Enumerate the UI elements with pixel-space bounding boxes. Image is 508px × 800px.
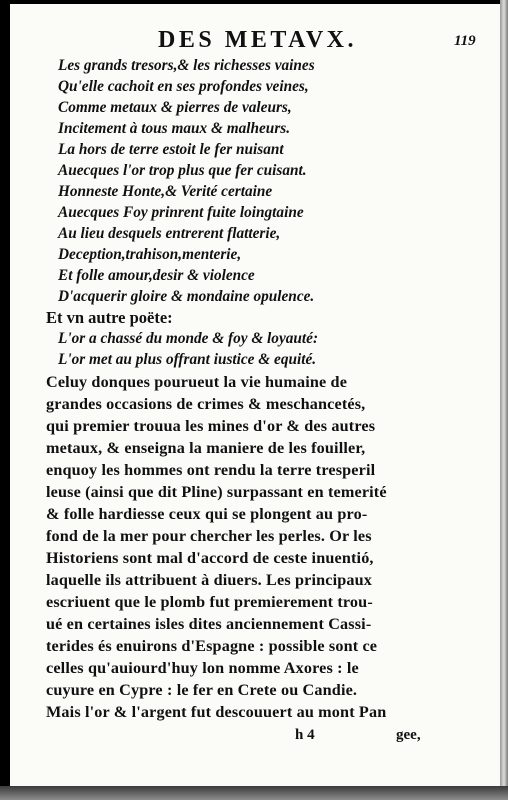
prose-line: enquoy les hommes ont rendu la terre tresperil [46, 461, 376, 479]
prose-line: fond de la mer pour chercher les perles. Or les [46, 527, 372, 545]
prose-line: ué en certaines isles dites anciennement Cassi- [46, 615, 372, 633]
verse-line: Qu'elle cachoit en ses profondes veines, [58, 78, 309, 95]
catchword: gee, [396, 727, 421, 743]
verse-line: Et folle amour,desir & violence [58, 267, 255, 284]
book-page [10, 4, 505, 786]
prose-line: celles qu'auiourd'huy lon nomme Axores : le [46, 659, 359, 677]
verse-line: Auecques l'or trop plus que fer cuisant. [58, 162, 307, 179]
verse-line: Incitement à tous maux & malheurs. [58, 120, 291, 137]
verse-line: Les grands tresors,& les richesses vaines [58, 57, 315, 74]
prose-line: laquelle ils attribuent à diuers. Les principaux [46, 571, 373, 589]
prose-line: cuyure en Cypre : le fer en Crete ou Candie. [46, 681, 358, 699]
verse-line: Comme metaux & pierres de valeurs, [58, 99, 292, 116]
intro-line: Et vn autre poëte: [46, 308, 173, 327]
prose-line: grandes occasions de crimes & meschancetés, [46, 395, 366, 413]
verse-line: Honneste Honte,& Verité certaine [58, 183, 273, 200]
signature-mark: h 4 [295, 727, 315, 743]
page-number: 119 [454, 33, 476, 49]
prose-line: qui premier trouua les mines d'or & des autres [46, 417, 376, 435]
verse-line: Auecques Foy prinrent fuite loingtaine [58, 204, 304, 221]
prose-line: escriuent que le plomb fut premierement trou- [46, 593, 373, 611]
prose-line: & folle hardiesse ceux qui se plongent au pro- [46, 505, 368, 523]
prose-line: leuse (ainsi que dit Pline) surpassant en temerité [46, 483, 387, 501]
prose-line: Mais l'or & l'argent fut descouuert au mont Pan [46, 703, 387, 721]
page-edge [500, 0, 508, 800]
verse-line: Deception,trahison,menterie, [58, 246, 242, 263]
verse-line: D'acquerir gloire & mondaine opulence. [58, 288, 315, 305]
prose-line: Historiens sont mal d'accord de ceste inuentió, [46, 549, 374, 567]
scan-bottom-edge [0, 786, 508, 800]
running-title: DES METAVX. [158, 27, 357, 53]
verse-line: L'or a chassé du monde & foy & loyauté: [58, 330, 319, 347]
verse-line: L'or met au plus offrant iustice & equité. [58, 351, 317, 368]
prose-line: Celuy donques pourueut la vie humaine de [46, 373, 348, 391]
prose-line: metaux, & enseigna la maniere de les fouiller, [46, 439, 366, 457]
page-header [10, 28, 480, 52]
prose-line: terides és enuirons d'Espagne : possible sont ce [46, 637, 378, 655]
verse-line: La hors de terre estoit le fer nuisant [58, 141, 284, 158]
verse-line: Au lieu desquels entrerent flatterie, [58, 225, 281, 242]
